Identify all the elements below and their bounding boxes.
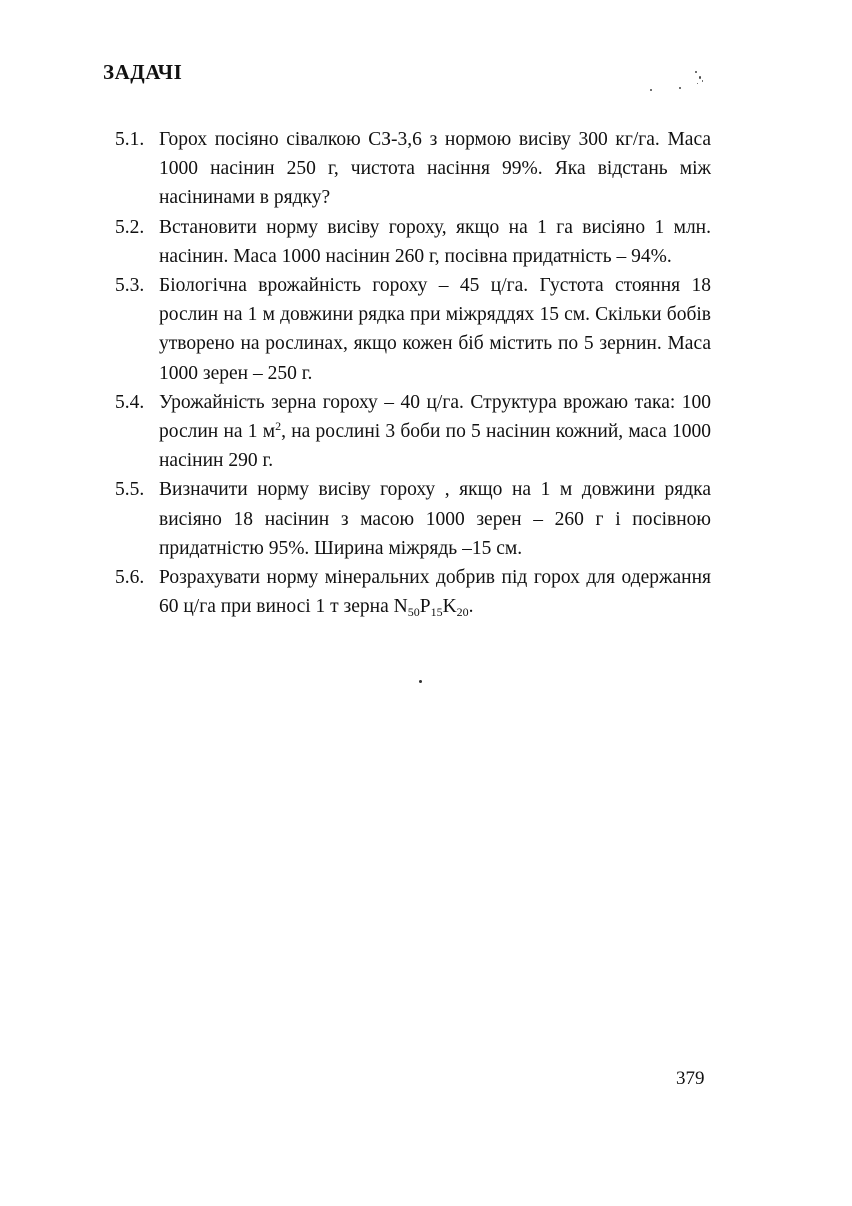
task-text: Горох посіяно сівалкою СЗ-3,6 з нормою висіву 300 кг/га. Маса 1000 насінин 250 г, чистота насіння 99%. Яка відстань між насінинами в рядку? <box>159 129 711 209</box>
task-text <box>159 563 711 621</box>
task-number: 5.4. <box>115 391 145 413</box>
task-number: 5.6. <box>115 567 145 589</box>
task-text: Встановити норму висіву гороху, якщо на 1 га висіяно 1 млн. насінин. Маса 1000 насінин 260 г, посівна придатність – 94%. <box>159 216 711 267</box>
task-number: 5.1. <box>115 129 145 150</box>
superscript-exponent: 2 <box>275 419 282 434</box>
task-list <box>115 125 711 621</box>
task-text: Визначити норму висіву гороху , якщо на 1 м довжини рядка висіяно 18 насінин з масою 1000 зерен – 260 г і посівною придатністю 95%. Ширина міжрядь –15 см. <box>159 479 711 559</box>
task-number: 5.3. <box>115 275 145 297</box>
task-item <box>115 213 711 271</box>
task-text-part: Розрахувати норму мінеральних добрив під горох для одержання 60 ц/га при виносі 1 т зерна <box>159 567 711 618</box>
task-item <box>115 388 711 476</box>
task-text <box>159 388 711 476</box>
task-text: Біологічна врожайність гороху – 45 ц/га. Густота стояння 18 рослин на 1 м довжини рядка при міжряддях 15 см. Скільки бобів утворено на рослинах, якщо кожен біб містить по 5 зернин. Маса 1000 зерен – 250 г. <box>159 275 711 384</box>
task-text-part: . <box>468 596 474 618</box>
formula-nitrogen-sub: 50 <box>407 605 420 620</box>
formula-nitrogen: N <box>393 596 408 618</box>
task-item <box>115 271 711 388</box>
task-number: 5.5. <box>115 479 145 501</box>
formula-phosphorus: P <box>419 596 431 618</box>
task-text-part: , на рослині 3 боби по 5 насінин кожний, маса 1000 насінин 290 г. <box>159 421 711 472</box>
print-speck <box>419 680 422 683</box>
task-item <box>115 475 711 563</box>
print-specks <box>650 68 710 98</box>
task-number: 5.2. <box>115 216 145 238</box>
task-item <box>115 563 711 621</box>
fertilizer-formula <box>393 596 469 620</box>
formula-potassium-sub: 20 <box>456 605 469 620</box>
task-item <box>115 125 711 213</box>
task-text-part: Урожайність зерна гороху – 40 ц/га. Структура врожаю така: 100 рослин на 1 м <box>159 391 711 443</box>
section-heading: ЗАДАЧІ <box>103 60 183 84</box>
formula-phosphorus-sub: 15 <box>430 605 443 620</box>
page-number: 379 <box>676 1068 705 1089</box>
formula-potassium: K <box>442 596 457 618</box>
